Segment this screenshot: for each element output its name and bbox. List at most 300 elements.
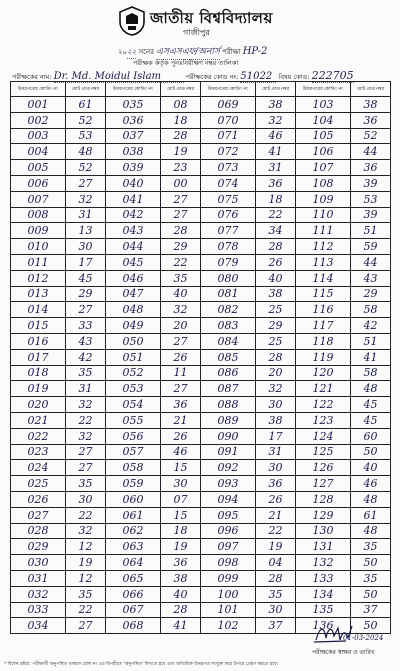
answer-code-cell: 071 [201,128,256,144]
marks-cell: 41 [351,349,391,365]
answer-code-cell: 019 [11,381,66,397]
marks-cell: 53 [351,191,391,207]
university-location: গাজীপুর [183,28,210,37]
col-header-code: উত্তরপত্রের কোডিং নং [296,82,351,97]
answer-code-cell: 041 [106,191,161,207]
marks-cell: 35 [66,476,106,492]
answer-code-cell: 018 [11,365,66,381]
answer-code-cell: 129 [296,507,351,523]
answer-code-cell: 122 [296,397,351,413]
table-row [11,191,391,207]
marks-cell: 15 [161,507,201,523]
answer-code-cell: 013 [11,286,66,302]
marks-cell: 60 [351,428,391,444]
answer-code-cell: 080 [201,270,256,286]
col-header-code: উত্তরপত্রের কোডিং নং [11,82,66,97]
table-row [11,397,391,413]
marks-cell: 46 [351,476,391,492]
marks-cell: 44 [351,254,391,270]
marks-cell: 35 [66,365,106,381]
answer-code-cell: 021 [11,412,66,428]
marks-cell: 42 [351,318,391,334]
answer-code-cell: 086 [201,365,256,381]
marks-cell: 58 [351,302,391,318]
marks-cell: 39 [351,207,391,223]
marks-cell: 12 [66,539,106,555]
marks-cell: 32 [66,523,106,539]
answer-code-cell: 048 [106,302,161,318]
answer-code-cell: 128 [296,491,351,507]
marks-cell: 28 [256,239,296,255]
marks-cell: 48 [351,381,391,397]
marks-cell: 33 [66,318,106,334]
marks-cell: 22 [256,207,296,223]
answer-code-cell: 119 [296,349,351,365]
marks-cell: 46 [256,128,296,144]
answer-code-cell: 118 [296,333,351,349]
answer-code-cell: 107 [296,160,351,176]
answer-code-cell: 101 [201,602,256,618]
marks-cell: 32 [66,428,106,444]
marks-cell: 26 [161,428,201,444]
answer-code-cell: 094 [201,491,256,507]
marks-cell: 07 [161,491,201,507]
answer-code-cell: 039 [106,160,161,176]
table-row [11,270,391,286]
marks-cell: 52 [66,112,106,128]
answer-code-cell: 069 [201,97,256,113]
answer-code-cell: 012 [11,270,66,286]
marks-cell: 20 [161,318,201,334]
answer-code-cell: 063 [106,539,161,555]
answer-code-cell: 136 [296,618,351,634]
marks-cell: 22 [66,507,106,523]
answer-code-cell: 077 [201,223,256,239]
marks-cell: 32 [66,397,106,413]
answer-code-cell: 038 [106,144,161,160]
table-row [11,460,391,476]
marks-cell: 29 [66,286,106,302]
marks-cell: 00 [161,175,201,191]
answer-code-cell: 066 [106,586,161,602]
marks-cell: 15 [161,460,201,476]
answer-code-cell: 097 [201,539,256,555]
marks-cell: 27 [66,460,106,476]
marks-cell: 18 [256,191,296,207]
table-row [11,239,391,255]
marks-cell: 31 [256,160,296,176]
paper-code: 222705 [311,69,354,82]
university-title: জাতীয় বিশ্ববিদ্যালয় [150,9,273,27]
marks-cell: 37 [351,602,391,618]
table-row [11,207,391,223]
marks-cell: 29 [351,286,391,302]
marks-cell: 50 [351,586,391,602]
answer-code-cell: 008 [11,207,66,223]
answer-code-cell: 089 [201,412,256,428]
answer-code-cell: 125 [296,444,351,460]
answer-code-cell: 104 [296,112,351,128]
marks-cell: 31 [66,381,106,397]
answer-code-cell: 126 [296,460,351,476]
answer-code-cell: 053 [106,381,161,397]
answer-code-cell: 134 [296,586,351,602]
marks-cell: 32 [66,191,106,207]
marks-cell: 61 [66,97,106,113]
answer-code-cell: 103 [296,97,351,113]
answer-code-cell: 027 [11,507,66,523]
marks-cell: 27 [66,175,106,191]
table-row [11,112,391,128]
marks-cell: 38 [161,570,201,586]
answer-code-cell: 024 [11,460,66,476]
answer-code-cell: 032 [11,586,66,602]
table-row [11,144,391,160]
answer-code-cell: 084 [201,333,256,349]
marks-cell: 41 [161,618,201,634]
answer-code-cell: 033 [11,602,66,618]
answer-code-cell: 081 [201,286,256,302]
answer-code-cell: 058 [106,460,161,476]
answer-code-cell: 090 [201,428,256,444]
marks-cell: 43 [351,270,391,286]
answer-code-cell: 059 [106,476,161,492]
marks-cell: 50 [351,555,391,571]
marks-cell: 19 [161,144,201,160]
marks-cell: 17 [66,254,106,270]
answer-code-cell: 065 [106,570,161,586]
answer-code-cell: 007 [11,191,66,207]
marks-cell: 58 [351,365,391,381]
answer-code-cell: 088 [201,397,256,413]
marks-cell: 36 [256,476,296,492]
table-row [11,539,391,555]
answer-code-cell: 030 [11,555,66,571]
marks-cell: 30 [161,476,201,492]
answer-code-cell: 009 [11,223,66,239]
answer-code-cell: 060 [106,491,161,507]
answer-code-cell: 022 [11,428,66,444]
answer-code-cell: 016 [11,333,66,349]
marks-cell: 35 [256,586,296,602]
answer-code-cell: 043 [106,223,161,239]
table-row [11,555,391,571]
marks-cell: 34 [256,223,296,239]
marks-cell: 39 [351,175,391,191]
exam-line-mid: সনের [138,48,154,56]
answer-code-cell: 011 [11,254,66,270]
marks-cell: 44 [351,144,391,160]
marks-cell: 31 [66,207,106,223]
table-row [11,286,391,302]
marks-cell: 59 [351,239,391,255]
answer-code-cell: 028 [11,523,66,539]
marks-cell: 48 [351,491,391,507]
marks-cell: 40 [161,586,201,602]
answer-code-cell: 004 [11,144,66,160]
answer-code-cell: 114 [296,270,351,286]
marks-cell: 28 [256,349,296,365]
marks-cell: 38 [256,97,296,113]
table-row [11,381,391,397]
answer-code-cell: 034 [11,618,66,634]
marks-cell: 48 [351,523,391,539]
answer-code-cell: 079 [201,254,256,270]
exam-line-suffix: পরীক্ষা [222,48,241,56]
answer-code-cell: 102 [201,618,256,634]
answer-code-cell: 072 [201,144,256,160]
table-row [11,175,391,191]
answer-code-cell: 051 [106,349,161,365]
answer-code-cell: 014 [11,302,66,318]
answer-code-cell: 111 [296,223,351,239]
answer-code-cell: 045 [106,254,161,270]
examiner-label: পরীক্ষকের নাম: [12,73,52,81]
answer-code-cell: 112 [296,239,351,255]
marks-cell: 48 [66,144,106,160]
marks-cell: 22 [66,602,106,618]
answer-code-cell: 005 [11,160,66,176]
marks-cell: 27 [161,207,201,223]
answer-code-cell: 055 [106,412,161,428]
answer-code-cell: 105 [296,128,351,144]
marks-cell: 26 [256,491,296,507]
col-header-marks: মোট প্রাপ্ত নম্বর [351,82,391,97]
answer-code-cell: 082 [201,302,256,318]
answer-code-cell: 037 [106,128,161,144]
answer-code-cell: 083 [201,318,256,334]
marks-cell: 32 [256,112,296,128]
paper-code-label: বিষয় কোড: [278,73,310,81]
answer-code-cell: 042 [106,207,161,223]
answer-code-cell: 127 [296,476,351,492]
answer-code-cell: 092 [201,460,256,476]
marks-cell: 25 [256,302,296,318]
answer-code-cell: 054 [106,397,161,413]
answer-code-cell: 087 [201,381,256,397]
answer-code-cell: 085 [201,349,256,365]
answer-code-cell: 095 [201,507,256,523]
marks-cell: 28 [161,602,201,618]
answer-code-cell: 106 [296,144,351,160]
marks-cell: 19 [256,539,296,555]
marks-cell: 25 [256,333,296,349]
marks-cell: 30 [66,491,106,507]
answer-code-cell: 076 [201,207,256,223]
answer-code-cell: 031 [11,570,66,586]
marks-cell: 52 [351,128,391,144]
marks-cell: 12 [66,570,106,586]
answer-code-cell: 035 [106,97,161,113]
table-row [11,412,391,428]
marks-cell: 31 [256,444,296,460]
marks-cell: 32 [161,302,201,318]
answer-code-cell: 075 [201,191,256,207]
col-header-marks: মোট প্রাপ্ত নম্বর [66,82,106,97]
marks-cell: 30 [256,460,296,476]
marks-cell: 43 [66,333,106,349]
answer-code-cell: 078 [201,239,256,255]
table-row [11,254,391,270]
answer-code-cell: 123 [296,412,351,428]
marks-cell: 30 [256,397,296,413]
marks-cell: 38 [256,286,296,302]
answer-code-cell: 002 [11,112,66,128]
answer-code-cell: 098 [201,555,256,571]
marks-cell: 51 [351,333,391,349]
answer-code-cell: 131 [296,539,351,555]
marks-cell: 35 [66,586,106,602]
answer-code-cell: 046 [106,270,161,286]
marks-cell: 29 [161,239,201,255]
answer-code-cell: 047 [106,286,161,302]
marks-cell: 27 [161,381,201,397]
marks-cell: 37 [256,618,296,634]
answer-code-cell: 050 [106,333,161,349]
answer-code-cell: 110 [296,207,351,223]
marks-cell: 26 [161,349,201,365]
marks-cell: 27 [66,444,106,460]
answer-code-cell: 133 [296,570,351,586]
marks-cell: 46 [161,444,201,460]
answer-code-cell: 025 [11,476,66,492]
marks-cell: 13 [66,223,106,239]
marks-cell: 40 [351,460,391,476]
col-header-code: উত্তরপত্রের কোডিং নং [201,82,256,97]
answer-code-cell: 064 [106,555,161,571]
marks-cell: 28 [161,128,201,144]
marks-cell: 45 [351,397,391,413]
answer-code-cell: 052 [106,365,161,381]
answer-code-cell: 120 [296,365,351,381]
answer-code-cell: 099 [201,570,256,586]
exam-year-prefix: ২০ [118,48,128,56]
marks-cell: 11 [161,365,201,381]
signature-date: 01-03-2024 [343,634,384,642]
table-row [11,586,391,602]
marks-cell: 36 [256,175,296,191]
marks-cell: 50 [351,444,391,460]
marks-cell: 38 [351,97,391,113]
table-row [11,444,391,460]
exam-year: ২২ [127,46,136,59]
table-row [11,318,391,334]
answer-code-cell: 006 [11,175,66,191]
marks-cell: 36 [351,160,391,176]
marks-cell: 22 [256,523,296,539]
answer-code-cell: 062 [106,523,161,539]
table-row [11,223,391,239]
answer-code-cell: 070 [201,112,256,128]
course-code: HP-2 [242,46,268,57]
answer-code-cell: 113 [296,254,351,270]
marks-cell: 28 [256,570,296,586]
marks-cell: 32 [256,381,296,397]
marks-cell: 50 [351,618,391,634]
marks-cell: 40 [256,270,296,286]
answer-code-cell: 001 [11,97,66,113]
university-logo-icon [118,6,146,36]
answer-code-cell: 100 [201,586,256,602]
marks-cell: 30 [256,602,296,618]
answer-code-cell: 049 [106,318,161,334]
table-row [11,523,391,539]
marks-cell: 38 [256,412,296,428]
answer-code-cell: 117 [296,318,351,334]
marks-cell: 18 [161,523,201,539]
answer-code-cell: 096 [201,523,256,539]
answer-code-cell: 109 [296,191,351,207]
answer-code-cell: 003 [11,128,66,144]
marks-cell: 19 [161,539,201,555]
table-row [11,428,391,444]
marks-cell: 27 [66,618,106,634]
marks-cell: 35 [161,270,201,286]
marks-cell: 36 [161,397,201,413]
table-row [11,491,391,507]
marks-cell: 52 [66,160,106,176]
examiner-name: Dr. Md. Moidul Islam [54,71,184,83]
table-row [11,507,391,523]
marks-cell: 41 [256,144,296,160]
answer-code-cell: 061 [106,507,161,523]
answer-code-cell: 010 [11,239,66,255]
answer-code-cell: 036 [106,112,161,128]
answer-code-cell: 040 [106,175,161,191]
marks-cell: 27 [161,333,201,349]
marks-cell: 19 [66,555,106,571]
answer-code-cell: 124 [296,428,351,444]
marks-cell: 40 [161,286,201,302]
answer-code-cell: 044 [106,239,161,255]
marks-cell: 53 [66,128,106,144]
table-row [11,476,391,492]
answer-code-cell: 091 [201,444,256,460]
answer-code-cell: 017 [11,349,66,365]
marks-cell: 36 [351,112,391,128]
marks-cell: 26 [256,254,296,270]
marks-cell: 61 [351,507,391,523]
marks-cell: 20 [256,365,296,381]
answer-code-cell: 130 [296,523,351,539]
answer-code-cell: 121 [296,381,351,397]
table-row [11,570,391,586]
marks-cell: 18 [161,112,201,128]
answer-code-cell: 115 [296,286,351,302]
marks-table [10,81,391,634]
table-header-row [11,82,391,97]
table-row [11,365,391,381]
marks-cell: 35 [351,570,391,586]
footnote: * বিশেষ দ্রষ্টব্য: পরীক্ষার্থী অনুপস্থিত থাকলে রোল নং এর বিপরীতে 'অনুপস্থিত' লিখতে হবে এবং অতিরিক্ত উত্তরপত্র সংযুক্ত করে উপরে প্রেরণ করতে হবে। [4,662,279,667]
marks-cell: 22 [161,254,201,270]
table-row [11,602,391,618]
marks-cell: 08 [161,97,201,113]
answer-code-cell: 015 [11,318,66,334]
answer-code-cell: 073 [201,160,256,176]
marks-cell: 17 [256,428,296,444]
marks-cell: 27 [66,302,106,318]
table-row [11,302,391,318]
marks-cell: 23 [161,160,201,176]
signature-label: পরীক্ষকের স্বাক্ষর ও তারিখ [312,649,375,656]
marks-cell: 21 [161,412,201,428]
answer-code-cell: 068 [106,618,161,634]
table-row [11,97,391,113]
marks-cell: 29 [256,318,296,334]
marks-cell: 21 [256,507,296,523]
table-row [11,333,391,349]
